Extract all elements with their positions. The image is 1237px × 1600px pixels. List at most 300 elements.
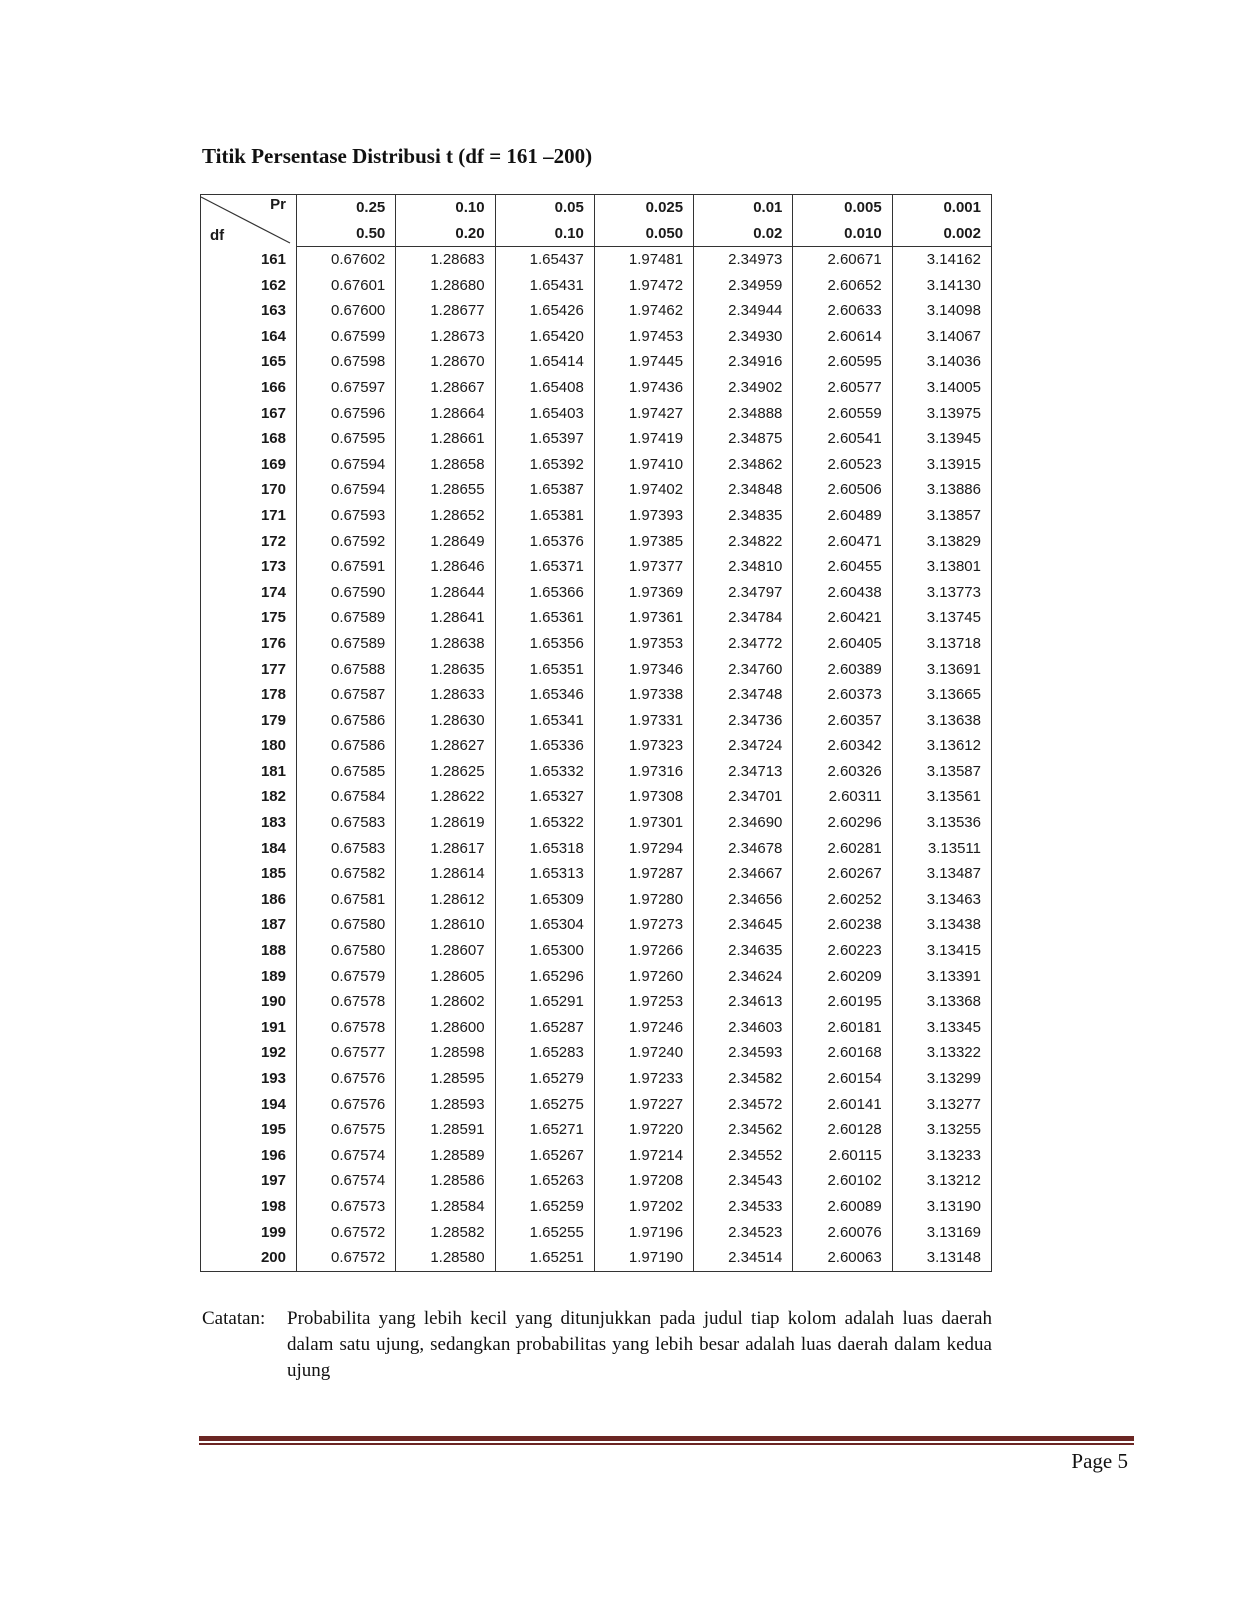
df-cell: 187 (201, 912, 297, 938)
value-cell: 3.13463 (892, 887, 991, 913)
value-cell: 3.13915 (892, 452, 991, 478)
t-distribution-table-wrapper (200, 194, 992, 1272)
value-cell: 3.13487 (892, 861, 991, 887)
value-cell: 1.97220 (594, 1117, 693, 1143)
table-row (201, 631, 992, 657)
table-row (201, 1168, 992, 1194)
value-cell: 1.28602 (396, 989, 495, 1015)
value-cell: 3.13190 (892, 1194, 991, 1220)
df-cell: 189 (201, 964, 297, 990)
header-one-tail-cell: 0.01 (694, 195, 793, 221)
value-cell: 3.14036 (892, 349, 991, 375)
value-cell: 3.13691 (892, 657, 991, 683)
df-cell: 165 (201, 349, 297, 375)
value-cell: 1.28595 (396, 1066, 495, 1092)
value-cell: 3.13587 (892, 759, 991, 785)
value-cell: 1.97190 (594, 1245, 693, 1271)
table-row (201, 1015, 992, 1041)
value-cell: 2.34635 (694, 938, 793, 964)
df-cell: 177 (201, 657, 297, 683)
value-cell: 1.65403 (495, 401, 594, 427)
table-row (201, 1066, 992, 1092)
value-cell: 0.67591 (297, 554, 396, 580)
value-cell: 1.28633 (396, 682, 495, 708)
value-cell: 2.34572 (694, 1092, 793, 1118)
table-row (201, 273, 992, 299)
value-cell: 1.65300 (495, 938, 594, 964)
header-two-tail-cell: 0.20 (396, 221, 495, 247)
df-cell: 198 (201, 1194, 297, 1220)
value-cell: 1.97202 (594, 1194, 693, 1220)
value-cell: 1.65255 (495, 1220, 594, 1246)
value-cell: 2.34810 (694, 554, 793, 580)
value-cell: 2.60238 (793, 912, 892, 938)
value-cell: 0.67589 (297, 631, 396, 657)
value-cell: 2.34944 (694, 298, 793, 324)
value-cell: 1.65371 (495, 554, 594, 580)
value-cell: 1.97369 (594, 580, 693, 606)
value-cell: 2.34624 (694, 964, 793, 990)
header-one-tail-cell: 0.25 (297, 195, 396, 221)
value-cell: 1.65296 (495, 964, 594, 990)
value-cell: 1.65318 (495, 836, 594, 862)
value-cell: 3.13415 (892, 938, 991, 964)
value-cell: 3.13148 (892, 1245, 991, 1271)
value-cell: 1.28638 (396, 631, 495, 657)
value-cell: 1.97266 (594, 938, 693, 964)
value-cell: 1.65392 (495, 452, 594, 478)
value-cell: 2.34748 (694, 682, 793, 708)
table-row (201, 529, 992, 555)
value-cell: 1.28658 (396, 452, 495, 478)
table-row (201, 1117, 992, 1143)
value-cell: 2.34552 (694, 1143, 793, 1169)
value-cell: 1.65408 (495, 375, 594, 401)
value-cell: 2.34613 (694, 989, 793, 1015)
value-cell: 2.60281 (793, 836, 892, 862)
value-cell: 0.67600 (297, 298, 396, 324)
value-cell: 1.97280 (594, 887, 693, 913)
df-cell: 169 (201, 452, 297, 478)
value-cell: 1.65327 (495, 784, 594, 810)
value-cell: 0.67574 (297, 1143, 396, 1169)
header-one-tail-cell: 0.025 (594, 195, 693, 221)
value-cell: 0.67584 (297, 784, 396, 810)
value-cell: 1.97301 (594, 810, 693, 836)
value-cell: 1.28655 (396, 477, 495, 503)
value-cell: 1.65322 (495, 810, 594, 836)
value-cell: 0.67587 (297, 682, 396, 708)
value-cell: 2.34533 (694, 1194, 793, 1220)
value-cell: 2.34645 (694, 912, 793, 938)
value-cell: 2.60595 (793, 349, 892, 375)
table-row (201, 836, 992, 862)
value-cell: 1.97361 (594, 605, 693, 631)
value-cell: 2.34593 (694, 1040, 793, 1066)
value-cell: 0.67578 (297, 1015, 396, 1041)
value-cell: 2.60471 (793, 529, 892, 555)
value-cell: 1.97481 (594, 247, 693, 273)
value-cell: 0.67586 (297, 733, 396, 759)
table-row (201, 554, 992, 580)
value-cell: 0.67579 (297, 964, 396, 990)
value-cell: 0.67585 (297, 759, 396, 785)
table-row (201, 964, 992, 990)
df-cell: 164 (201, 324, 297, 350)
value-cell: 2.60267 (793, 861, 892, 887)
value-cell: 1.65420 (495, 324, 594, 350)
value-cell: 1.97436 (594, 375, 693, 401)
value-cell: 2.60195 (793, 989, 892, 1015)
value-cell: 2.60311 (793, 784, 892, 810)
note-label: Catatan: (202, 1308, 266, 1329)
value-cell: 2.34690 (694, 810, 793, 836)
value-cell: 2.60455 (793, 554, 892, 580)
header-one-tail-cell: 0.005 (793, 195, 892, 221)
value-cell: 2.34543 (694, 1168, 793, 1194)
value-cell: 1.28683 (396, 247, 495, 273)
value-cell: 2.34656 (694, 887, 793, 913)
value-cell: 2.60326 (793, 759, 892, 785)
value-cell: 1.65279 (495, 1066, 594, 1092)
value-cell: 1.97196 (594, 1220, 693, 1246)
value-cell: 2.60506 (793, 477, 892, 503)
df-cell: 167 (201, 401, 297, 427)
value-cell: 2.34888 (694, 401, 793, 427)
value-cell: 3.13255 (892, 1117, 991, 1143)
value-cell: 1.28619 (396, 810, 495, 836)
value-cell: 0.67577 (297, 1040, 396, 1066)
value-cell: 2.34835 (694, 503, 793, 529)
value-cell: 0.67594 (297, 477, 396, 503)
value-cell: 0.67594 (297, 452, 396, 478)
df-cell: 174 (201, 580, 297, 606)
value-cell: 3.13391 (892, 964, 991, 990)
value-cell: 3.13322 (892, 1040, 991, 1066)
value-cell: 2.60102 (793, 1168, 892, 1194)
value-cell: 2.34973 (694, 247, 793, 273)
value-cell: 1.97393 (594, 503, 693, 529)
corner-header-cell (201, 195, 297, 247)
df-cell: 173 (201, 554, 297, 580)
value-cell: 1.65287 (495, 1015, 594, 1041)
value-cell: 2.34916 (694, 349, 793, 375)
value-cell: 1.97214 (594, 1143, 693, 1169)
value-cell: 2.34678 (694, 836, 793, 862)
value-cell: 1.97410 (594, 452, 693, 478)
value-cell: 1.97377 (594, 554, 693, 580)
value-cell: 0.67581 (297, 887, 396, 913)
df-cell: 171 (201, 503, 297, 529)
value-cell: 0.67592 (297, 529, 396, 555)
value-cell: 2.34772 (694, 631, 793, 657)
value-cell: 3.13975 (892, 401, 991, 427)
value-cell: 3.13212 (892, 1168, 991, 1194)
value-cell: 2.34514 (694, 1245, 793, 1271)
value-cell: 1.28593 (396, 1092, 495, 1118)
value-cell: 1.65437 (495, 247, 594, 273)
value-cell: 3.13829 (892, 529, 991, 555)
t-distribution-table (200, 194, 992, 1272)
table-row (201, 682, 992, 708)
value-cell: 0.67595 (297, 426, 396, 452)
value-cell: 2.60296 (793, 810, 892, 836)
value-cell: 3.13886 (892, 477, 991, 503)
value-cell: 2.34902 (694, 375, 793, 401)
value-cell: 0.67580 (297, 912, 396, 938)
table-row (201, 989, 992, 1015)
value-cell: 1.65356 (495, 631, 594, 657)
value-cell: 2.60181 (793, 1015, 892, 1041)
value-cell: 2.60063 (793, 1245, 892, 1271)
value-cell: 3.13665 (892, 682, 991, 708)
value-cell: 1.97419 (594, 426, 693, 452)
value-cell: 1.65263 (495, 1168, 594, 1194)
value-cell: 1.65431 (495, 273, 594, 299)
value-cell: 1.28580 (396, 1245, 495, 1271)
value-cell: 1.65283 (495, 1040, 594, 1066)
value-cell: 2.60421 (793, 605, 892, 631)
df-cell: 178 (201, 682, 297, 708)
value-cell: 2.60357 (793, 708, 892, 734)
value-cell: 3.14130 (892, 273, 991, 299)
value-cell: 1.97445 (594, 349, 693, 375)
value-cell: 0.67601 (297, 273, 396, 299)
table-row (201, 938, 992, 964)
value-cell: 2.34603 (694, 1015, 793, 1041)
value-cell: 0.67589 (297, 605, 396, 631)
value-cell: 1.65259 (495, 1194, 594, 1220)
value-cell: 2.60614 (793, 324, 892, 350)
table-row (201, 298, 992, 324)
value-cell: 1.65251 (495, 1245, 594, 1271)
value-cell: 0.67572 (297, 1220, 396, 1246)
value-cell: 1.28598 (396, 1040, 495, 1066)
value-cell: 0.67576 (297, 1066, 396, 1092)
value-cell: 3.14162 (892, 247, 991, 273)
table-body (201, 247, 992, 1272)
value-cell: 1.97402 (594, 477, 693, 503)
value-cell: 2.60252 (793, 887, 892, 913)
header-row-two-tail (201, 221, 992, 247)
value-cell: 2.34875 (694, 426, 793, 452)
value-cell: 3.13169 (892, 1220, 991, 1246)
value-cell: 1.97385 (594, 529, 693, 555)
page-number: Page 5 (1071, 1449, 1128, 1473)
value-cell: 3.13773 (892, 580, 991, 606)
value-cell: 2.60076 (793, 1220, 892, 1246)
value-cell: 1.65267 (495, 1143, 594, 1169)
value-cell: 2.34822 (694, 529, 793, 555)
value-cell: 1.65336 (495, 733, 594, 759)
value-cell: 2.60438 (793, 580, 892, 606)
value-cell: 1.28610 (396, 912, 495, 938)
table-row (201, 324, 992, 350)
value-cell: 1.28646 (396, 554, 495, 580)
df-cell: 181 (201, 759, 297, 785)
value-cell: 1.97260 (594, 964, 693, 990)
value-cell: 0.67588 (297, 657, 396, 683)
df-cell: 166 (201, 375, 297, 401)
corner-pr-label: Pr (270, 196, 286, 213)
value-cell: 1.28586 (396, 1168, 495, 1194)
df-cell: 186 (201, 887, 297, 913)
table-row (201, 1220, 992, 1246)
value-cell: 3.13511 (892, 836, 991, 862)
value-cell: 0.67572 (297, 1245, 396, 1271)
value-cell: 2.34959 (694, 273, 793, 299)
value-cell: 2.60223 (793, 938, 892, 964)
value-cell: 2.60373 (793, 682, 892, 708)
df-cell: 180 (201, 733, 297, 759)
df-cell: 197 (201, 1168, 297, 1194)
header-two-tail-cell: 0.50 (297, 221, 396, 247)
value-cell: 2.34784 (694, 605, 793, 631)
df-cell: 183 (201, 810, 297, 836)
table-row (201, 1092, 992, 1118)
note-text: Probabilita yang lebih kecil yang ditunjukkan pada judul tiap kolom adalah luas daerah dalam satu ujung, sedangkan probabilitas yang lebih besar adalah luas daerah dalam kedua ujung (287, 1308, 992, 1381)
value-cell: 0.67580 (297, 938, 396, 964)
value-cell: 0.67576 (297, 1092, 396, 1118)
table-row (201, 247, 992, 273)
value-cell: 2.60209 (793, 964, 892, 990)
value-cell: 2.34701 (694, 784, 793, 810)
value-cell: 2.34760 (694, 657, 793, 683)
df-cell: 195 (201, 1117, 297, 1143)
header-two-tail-cell: 0.050 (594, 221, 693, 247)
value-cell: 2.34797 (694, 580, 793, 606)
value-cell: 1.28677 (396, 298, 495, 324)
value-cell: 1.65376 (495, 529, 594, 555)
table-row (201, 861, 992, 887)
value-cell: 1.28630 (396, 708, 495, 734)
table-row (201, 375, 992, 401)
table-row (201, 733, 992, 759)
df-cell: 191 (201, 1015, 297, 1041)
value-cell: 1.97316 (594, 759, 693, 785)
value-cell: 1.28589 (396, 1143, 495, 1169)
value-cell: 0.67590 (297, 580, 396, 606)
table-row (201, 1143, 992, 1169)
value-cell: 1.28667 (396, 375, 495, 401)
df-cell: 196 (201, 1143, 297, 1169)
value-cell: 1.97353 (594, 631, 693, 657)
value-cell: 3.13299 (892, 1066, 991, 1092)
value-cell: 1.97240 (594, 1040, 693, 1066)
value-cell: 3.13277 (892, 1092, 991, 1118)
table-row (201, 426, 992, 452)
value-cell: 2.60154 (793, 1066, 892, 1092)
table-row (201, 657, 992, 683)
value-cell: 0.67583 (297, 810, 396, 836)
df-cell: 162 (201, 273, 297, 299)
value-cell: 2.34667 (694, 861, 793, 887)
value-cell: 1.65346 (495, 682, 594, 708)
table-row (201, 912, 992, 938)
value-cell: 1.65332 (495, 759, 594, 785)
value-cell: 1.28605 (396, 964, 495, 990)
footer-rule-thin (199, 1443, 1134, 1445)
value-cell: 2.60541 (793, 426, 892, 452)
df-cell: 188 (201, 938, 297, 964)
table-row (201, 503, 992, 529)
value-cell: 1.28649 (396, 529, 495, 555)
value-cell: 1.65426 (495, 298, 594, 324)
value-cell: 1.28617 (396, 836, 495, 862)
table-row (201, 759, 992, 785)
value-cell: 2.60128 (793, 1117, 892, 1143)
value-cell: 1.65366 (495, 580, 594, 606)
value-cell: 1.28584 (396, 1194, 495, 1220)
value-cell: 0.67593 (297, 503, 396, 529)
value-cell: 2.60652 (793, 273, 892, 299)
value-cell: 2.60577 (793, 375, 892, 401)
value-cell: 3.13745 (892, 605, 991, 631)
df-cell: 168 (201, 426, 297, 452)
value-cell: 1.28622 (396, 784, 495, 810)
value-cell: 1.97427 (594, 401, 693, 427)
df-cell: 176 (201, 631, 297, 657)
value-cell: 1.28644 (396, 580, 495, 606)
value-cell: 1.28652 (396, 503, 495, 529)
value-cell: 2.60559 (793, 401, 892, 427)
value-cell: 2.34736 (694, 708, 793, 734)
value-cell: 2.60342 (793, 733, 892, 759)
value-cell: 1.28607 (396, 938, 495, 964)
value-cell: 2.34724 (694, 733, 793, 759)
value-cell: 0.67598 (297, 349, 396, 375)
value-cell: 0.67586 (297, 708, 396, 734)
df-cell: 184 (201, 836, 297, 862)
value-cell: 1.65414 (495, 349, 594, 375)
table-row (201, 887, 992, 913)
value-cell: 2.60389 (793, 657, 892, 683)
value-cell: 1.28635 (396, 657, 495, 683)
value-cell: 2.60141 (793, 1092, 892, 1118)
value-cell: 1.65275 (495, 1092, 594, 1118)
value-cell: 0.67599 (297, 324, 396, 350)
table-row (201, 477, 992, 503)
value-cell: 3.13233 (892, 1143, 991, 1169)
df-cell: 193 (201, 1066, 297, 1092)
value-cell: 0.67583 (297, 836, 396, 862)
value-cell: 1.28661 (396, 426, 495, 452)
value-cell: 2.60089 (793, 1194, 892, 1220)
value-cell: 3.14005 (892, 375, 991, 401)
value-cell: 1.65313 (495, 861, 594, 887)
header-one-tail-cell: 0.05 (495, 195, 594, 221)
value-cell: 1.97308 (594, 784, 693, 810)
value-cell: 0.67574 (297, 1168, 396, 1194)
value-cell: 1.65309 (495, 887, 594, 913)
value-cell: 2.60405 (793, 631, 892, 657)
value-cell: 2.60489 (793, 503, 892, 529)
value-cell: 1.28600 (396, 1015, 495, 1041)
value-cell: 1.97294 (594, 836, 693, 862)
value-cell: 1.65361 (495, 605, 594, 631)
df-cell: 190 (201, 989, 297, 1015)
value-cell: 1.28612 (396, 887, 495, 913)
value-cell: 2.34562 (694, 1117, 793, 1143)
value-cell: 3.13801 (892, 554, 991, 580)
value-cell: 0.67573 (297, 1194, 396, 1220)
value-cell: 1.97208 (594, 1168, 693, 1194)
header-two-tail-cell: 0.002 (892, 221, 991, 247)
value-cell: 2.60633 (793, 298, 892, 324)
value-cell: 1.65351 (495, 657, 594, 683)
corner-df-label: df (210, 226, 225, 244)
df-cell: 185 (201, 861, 297, 887)
